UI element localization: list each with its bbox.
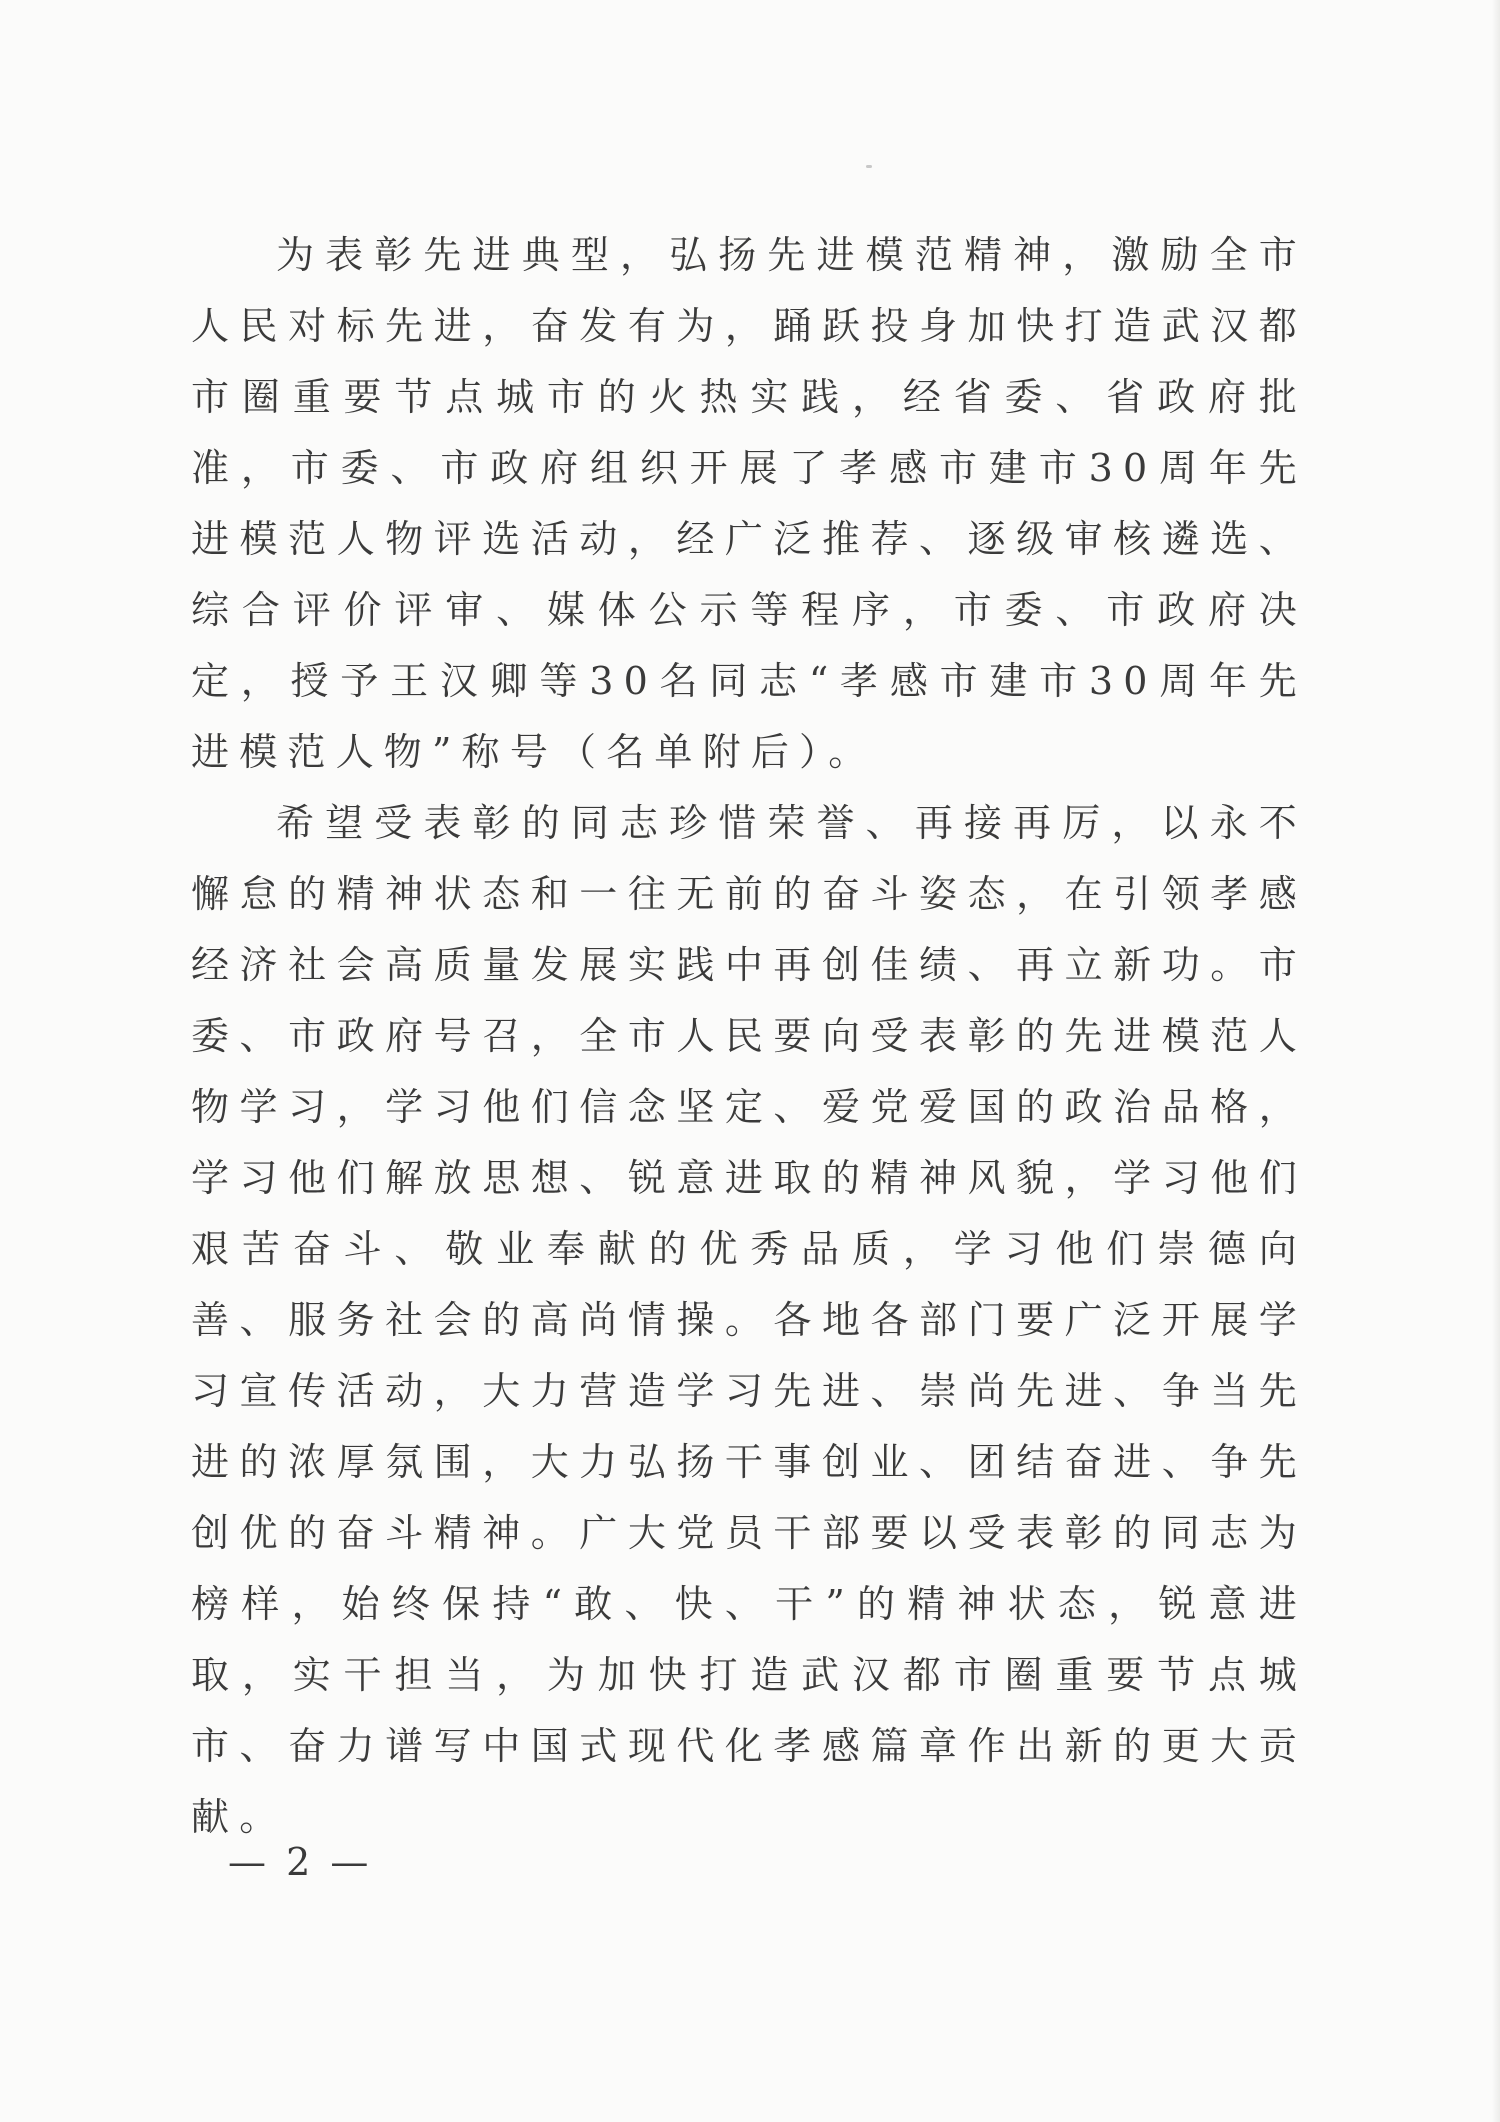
scan-speck <box>866 165 872 168</box>
page-number: — 2 — <box>228 1840 373 1884</box>
scan-edge-shadow <box>1492 0 1500 2122</box>
document-body <box>191 220 1307 1853</box>
paragraph-commendation: 为表彰先进典型，弘扬先进模范精神，激励全市人民对标先进，奋发有为，踊跃投身加快打造武汉都市圈重要节点城市的火热实践，经省委、省政府批准，市委、市政府组织开展了孝感市建市30周年先进模范人物评选活动，经广泛推荐、逐级审核遴选、综合评价评审、媒体公示等程序，市委、市政府决定，授予王汉卿等30名同志“孝感市建市30周年先进模范人物”称号（名单附后）。 <box>191 233 1307 774</box>
paragraph-call-to-action: 希望受表彰的同志珍惜荣誉、再接再厉，以永不懈怠的精神状态和一往无前的奋斗姿态，在引领孝感经济社会高质量发展实践中再创佳绩、再立新功。市委、市政府号召，全市人民要向受表彰的先进模范人物学习，学习他们信念坚定、爱党爱国的政治品格，学习他们解放思想、锐意进取的精神风貌，学习他们艰苦奋斗、敬业奉献的优秀品质，学习他们崇德向善、服务社会的高尚情操。各地各部门要广泛开展学习宣传活动，大力营造学习先进、崇尚先进、争当先进的浓厚氛围，大力弘扬干事创业、团结奋进、争先创优的奋斗精神。广大党员干部要以受表彰的同志为榜样，始终保持“敢、快、干”的精神状态，锐意进取，实干担当，为加快打造武汉都市圈重要节点城市、奋力谱写中国式现代化孝感篇章作出新的更大贡献。 <box>191 801 1307 1839</box>
